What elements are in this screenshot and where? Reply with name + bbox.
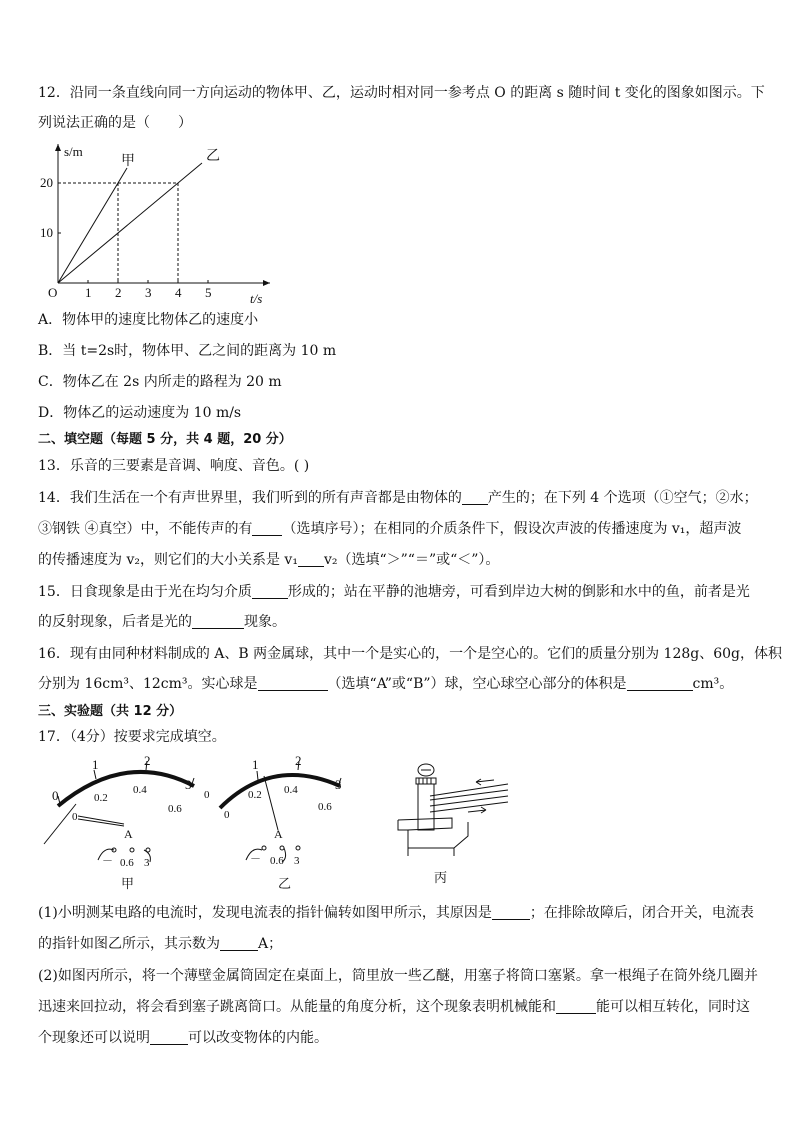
- x-tick-label: 3: [145, 285, 152, 300]
- q17-blank-2[interactable]: [220, 934, 258, 951]
- jia-unit: A: [124, 827, 133, 841]
- q17-p2-line3: [38, 1023, 760, 1054]
- origin-label: O: [48, 285, 58, 300]
- rope: [430, 784, 508, 812]
- q15-line1: [38, 577, 760, 608]
- x-tick-label: 5: [205, 285, 212, 300]
- bing-caption: 丙: [434, 870, 448, 885]
- q16-line2a: 分别为 16cm³、12cm³。实心球是: [38, 676, 258, 692]
- yi-top-3: 3: [335, 777, 342, 792]
- q14-line1a: 14．我们生活在一个有声世界里，我们听到的所有声音都是由物体的: [38, 490, 462, 506]
- jia-top-2: 2: [144, 756, 151, 768]
- q15-blank-1[interactable]: [252, 582, 288, 599]
- yi-terminal-0-6: 0.6: [270, 855, 284, 867]
- y-tick-label: 20: [40, 175, 53, 190]
- q12-option-a: A．物体甲的速度比物体乙的速度小: [38, 312, 259, 328]
- yi-caption: 乙: [278, 876, 292, 891]
- q14-line1: [38, 483, 760, 514]
- yi-bottom-0: 0: [204, 789, 210, 801]
- q16-blank-1[interactable]: [258, 674, 328, 691]
- q17-blank-3[interactable]: [556, 997, 596, 1014]
- yi-terminal-minus: －: [250, 853, 261, 865]
- q15-line1a: 15．日食现象是由于光在均匀介质: [38, 584, 252, 600]
- jia-terminal-0-6: 0.6: [120, 857, 134, 869]
- yi-top-1: 1: [252, 757, 259, 772]
- jia-needle-ghost: [44, 804, 76, 844]
- q17-p2-line3b: 可以改变物体的内能。: [188, 1030, 328, 1046]
- q14-line3: [38, 545, 760, 576]
- table: [398, 818, 468, 848]
- yi-terminal-3: 3: [294, 855, 300, 867]
- q14-line2a: ③钢铁 ④真空）中，不能传声的有: [38, 521, 253, 537]
- jia-terminal-minus: －: [102, 855, 113, 867]
- q12-option-c: C．物体乙在 2s 内所走的路程为 20 m: [38, 374, 282, 390]
- q17-p1-line2: [38, 929, 760, 960]
- y-axis-label: s/m: [64, 144, 83, 159]
- q17-blank-1[interactable]: [492, 903, 530, 920]
- q17-p1-line1a: (1)小明测某电路的电流时，发现电流表的指针偏转如图甲所示，其原因是: [38, 905, 492, 921]
- jia-bottom-0-4: 0.4: [133, 784, 147, 796]
- jia-caption: 甲: [121, 876, 135, 891]
- x-axis-label: t/s: [250, 291, 263, 306]
- ammeter-fig-jia: [36, 756, 206, 896]
- q17-stem: 17．（4分）按要求完成填空。: [38, 729, 226, 745]
- q15-line2: [38, 607, 760, 638]
- jia-bottom-0-6: 0.6: [168, 803, 182, 815]
- section2-title: 二、填空题（每题 5 分，共 4 题，20 分）: [38, 432, 292, 447]
- scale-arc: [58, 772, 194, 806]
- jia-top-1: 1: [92, 757, 99, 772]
- yi-bottom-0-6: 0.6: [318, 801, 332, 813]
- x-tick-label: 4: [175, 285, 182, 300]
- section3-title: 三、实验题（共 12 分）: [38, 704, 183, 719]
- jia-top-0: 0: [52, 788, 59, 803]
- jia-needle-zero: 0: [72, 811, 78, 823]
- q12-line2: 列说法正确的是（ ）: [38, 115, 192, 131]
- y-axis-arrow: [55, 144, 61, 151]
- q17-p2-line2a: 迅速来回拉动，将会看到塞子跳离筒口。从能量的角度分析，这个现象表明机械能和: [38, 999, 556, 1015]
- series-label-yi: 乙: [206, 149, 220, 164]
- yi-bottom-zero: 0: [224, 809, 230, 821]
- jia-bottom-0-2: 0.2: [94, 792, 108, 804]
- q17-p2-line3a: 个现象还可以说明: [38, 1030, 150, 1046]
- x-tick-label: 1: [85, 285, 92, 300]
- x-tick-label: 2: [115, 285, 122, 300]
- series-line-jia: [58, 168, 127, 283]
- q14-line3b: v₂（选填“＞”“＝”或“＜”）。: [323, 552, 500, 568]
- st-chart: [30, 138, 270, 308]
- q15-line2a: 的反射现象，后者是光的: [38, 614, 192, 630]
- ammeter-fig-yi: [202, 756, 362, 896]
- q17-p1-line2a: 的指针如图乙所示，其示数为: [38, 936, 220, 952]
- yi-bottom-0-4: 0.4: [284, 784, 298, 796]
- tube-fig-bing: [368, 756, 518, 896]
- q12-line1: 12．沿同一条直线向同一方向运动的物体甲、乙，运动时相对同一参考点 O 的距离 s 随时间 t 变化的图象如图示。下: [38, 85, 765, 101]
- q15-line1b: 形成的；站在平静的池塘旁，可看到岸边大树的倒影和水中的鱼，前者是光: [287, 584, 750, 600]
- yi-unit: A: [274, 827, 283, 841]
- q16-line1: 16．现有由同种材料制成的 A、B 两金属球，其中一个是实心的，一个是空心的。它们的质量分别为 128g、60g，体积: [38, 646, 783, 662]
- q14-line2b: （选填序号）；在相同的介质条件下，假设次声波的传播速度为 v₁，超声波: [282, 521, 742, 537]
- q16-line2c: cm³。: [692, 676, 734, 692]
- q17-blank-4[interactable]: [150, 1028, 188, 1045]
- q14-blank-2[interactable]: [252, 519, 282, 536]
- q14-line3a: 的传播速度为 v₂，则它们的大小关系是 v₁: [38, 552, 298, 568]
- series-line-yi: [58, 163, 202, 283]
- q17-p1-line1: [38, 898, 760, 929]
- q14-blank-1[interactable]: [462, 488, 488, 505]
- jia-top-3: 3: [185, 777, 192, 792]
- yi-needle: [264, 776, 278, 830]
- q17-p2-line2: [38, 992, 760, 1023]
- q14-line1b: 产生的；在下列 4 个选项（①空气；②水；: [487, 490, 758, 506]
- q16-blank-2[interactable]: [627, 674, 693, 691]
- q17-p2-line2b: 能可以相互转化，同时这: [596, 999, 750, 1015]
- q17-p1-line2b: A；: [258, 936, 283, 952]
- series-label-jia: 甲: [121, 154, 135, 169]
- yi-bottom-0-2: 0.2: [248, 789, 262, 801]
- q12-option-d: D．物体乙的运动速度为 10 m/s: [38, 405, 242, 421]
- metal-tube: [418, 784, 434, 830]
- jia-terminal-3: 3: [144, 857, 150, 869]
- q13-text: 13．乐音的三要素是音调、响度、音色。( ): [38, 458, 310, 474]
- q14-blank-3[interactable]: [298, 550, 324, 567]
- q15-line2b: 现象。: [244, 614, 286, 630]
- y-tick-label: 10: [40, 225, 53, 240]
- yi-top-2: 2: [295, 756, 302, 768]
- q14-line2: [38, 514, 760, 545]
- q16-line2b: （选填“A”或“B”）球，空心球空心部分的体积是: [327, 676, 627, 692]
- q12-option-b: B．当 t=2s时，物体甲、乙之间的距离为 10 m: [38, 343, 337, 359]
- q17-p1-line1b: ；在排除故障后，闭合开关，电流表: [529, 905, 754, 921]
- q15-blank-2[interactable]: [192, 612, 244, 629]
- x-axis-arrow: [263, 280, 270, 286]
- q17-p2-line1: (2)如图丙所示，将一个薄壁金属筒固定在桌面上，筒里放一些乙醚，用塞子将筒口塞紧。拿一根绳子在筒外绕几圈并: [38, 968, 758, 984]
